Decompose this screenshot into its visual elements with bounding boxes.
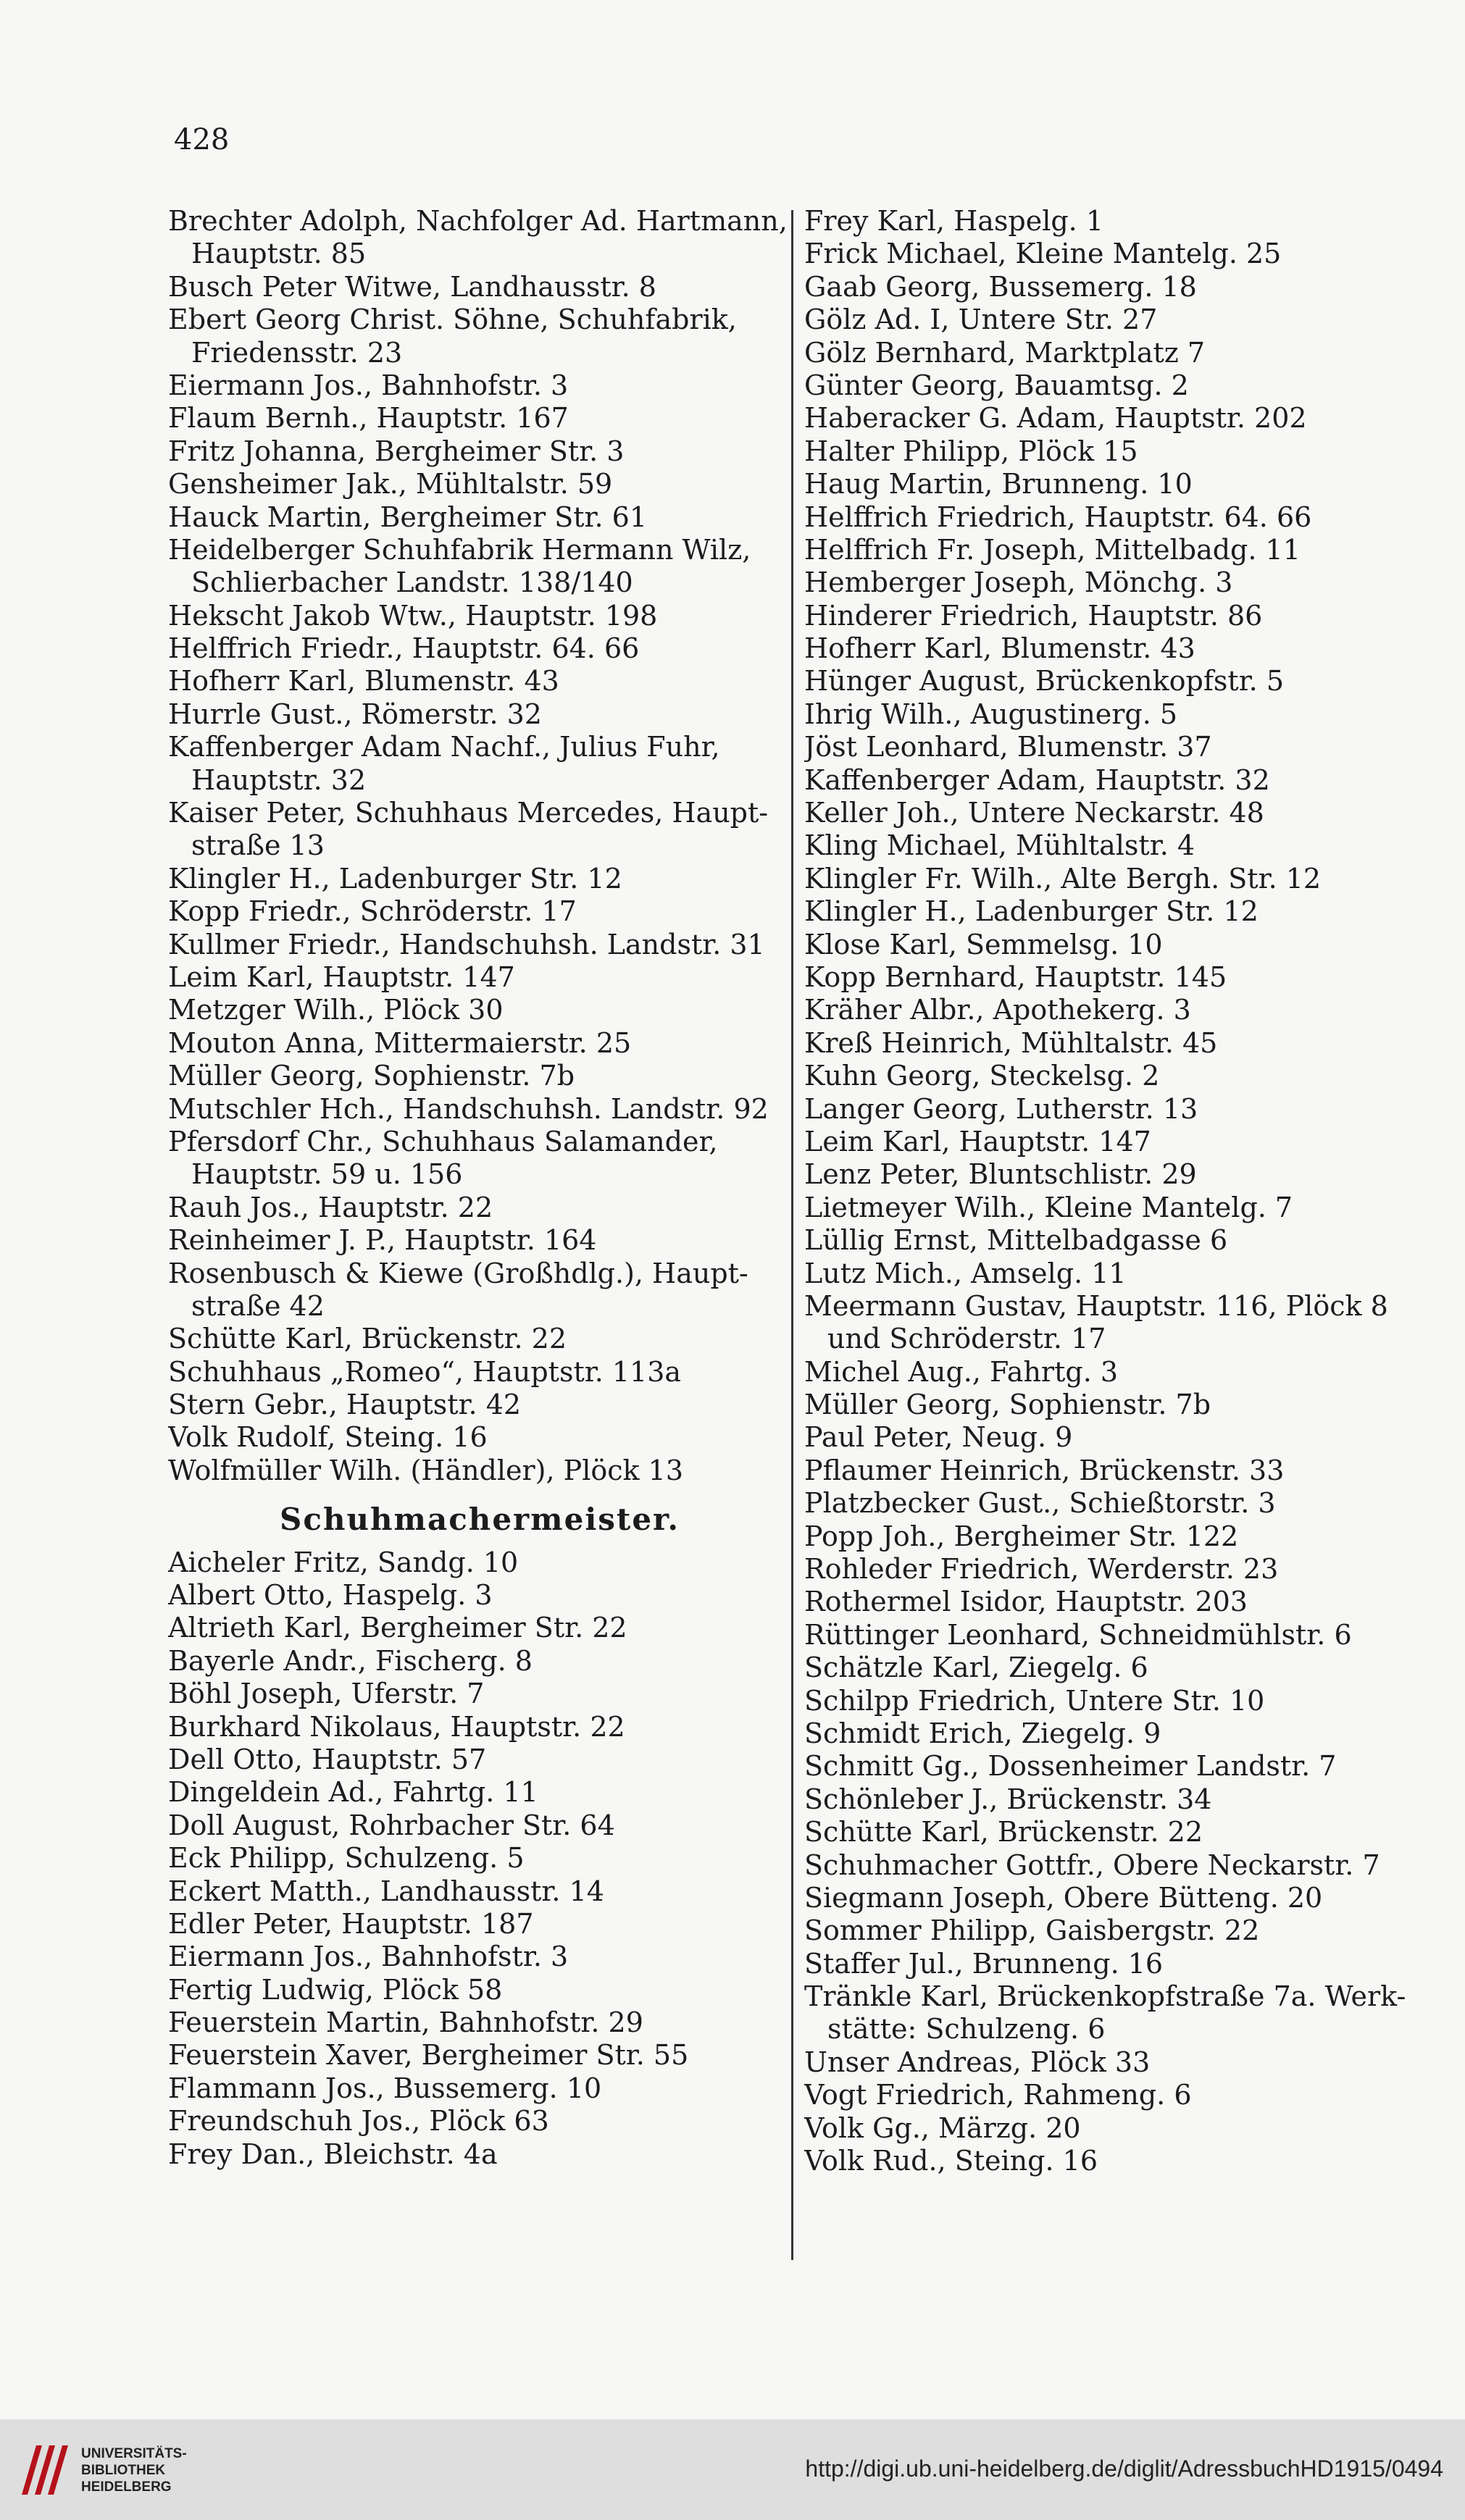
directory-entry: Edler Peter, Hauptstr. 187 — [168, 1907, 534, 1940]
directory-entry: Helffrich Friedrich, Hauptstr. 64. 66 — [804, 501, 1312, 533]
directory-entry: Dell Otto, Hauptstr. 57 — [168, 1743, 487, 1775]
directory-entry: Vogt Friedrich, Rahmeng. 6 — [804, 2079, 1192, 2111]
directory-entry: Hekscht Jakob Wtw., Hauptstr. 198 — [168, 599, 658, 632]
directory-entry-continuation: Hauptstr. 32 — [191, 763, 367, 796]
footer-bar — [0, 2419, 1465, 2520]
library-name-line-1: UNIVERSITÄTS- — [81, 2446, 187, 2461]
directory-entry: Platzbecker Gust., Schießtorstr. 3 — [804, 1487, 1276, 1520]
directory-entry: Lüllig Ernst, Mittelbadgasse 6 — [804, 1224, 1228, 1257]
directory-entry: Hemberger Joseph, Mönchg. 3 — [804, 566, 1233, 599]
page-number: 428 — [174, 123, 230, 156]
directory-entry: Pfersdorf Chr., Schuhhaus Salamander, — [168, 1125, 718, 1158]
directory-entry: Michel Aug., Fahrtg. 3 — [804, 1355, 1119, 1388]
directory-entry: Feuerstein Xaver, Bergheimer Str. 55 — [168, 2039, 689, 2072]
directory-entry: Helffrich Friedr., Hauptstr. 64. 66 — [168, 632, 640, 665]
directory-entry: Freundschuh Jos., Plöck 63 — [168, 2105, 549, 2138]
directory-entry: Gaab Georg, Bussemerg. 18 — [804, 270, 1197, 303]
directory-entry: Günter Georg, Bauamtsg. 2 — [804, 369, 1189, 401]
directory-entry: Mutschler Hch., Handschuhsh. Landstr. 92 — [168, 1092, 769, 1125]
directory-entry: Doll August, Rohrbacher Str. 64 — [168, 1809, 615, 1841]
directory-entry: Unser Andreas, Plöck 33 — [804, 2046, 1151, 2078]
library-name — [81, 2445, 187, 2495]
directory-entry: Rohleder Friedrich, Werderstr. 23 — [804, 1553, 1279, 1586]
section-heading: Schuhmachermeister. — [280, 1503, 680, 1536]
directory-entry: Halter Philipp, Plöck 15 — [804, 435, 1138, 467]
directory-entry: Bayerle Andr., Fischerg. 8 — [168, 1644, 533, 1677]
directory-entry: Siegmann Joseph, Obere Bütteng. 20 — [804, 1881, 1323, 1914]
directory-entry: Hinderer Friedrich, Hauptstr. 86 — [804, 599, 1263, 632]
directory-entry: Schönleber J., Brückenstr. 34 — [804, 1783, 1212, 1815]
directory-entry: Helffrich Fr. Joseph, Mittelbadg. 11 — [804, 533, 1301, 566]
directory-entry: Klingler H., Ladenburger Str. 12 — [168, 862, 622, 895]
directory-entry: Hofherr Karl, Blumenstr. 43 — [168, 665, 559, 698]
right-column — [804, 205, 1442, 2177]
directory-entry: Kaffenberger Adam Nachf., Julius Fuhr, — [168, 731, 720, 763]
directory-entry: Sommer Philipp, Gaisbergstr. 22 — [804, 1914, 1260, 1947]
directory-entry: Schätzle Karl, Ziegelg. 6 — [804, 1652, 1148, 1684]
directory-entry: Mouton Anna, Mittermaierstr. 25 — [168, 1026, 632, 1059]
library-logo-icon — [14, 2438, 72, 2503]
directory-entry: Langer Georg, Lutherstr. 13 — [804, 1092, 1198, 1125]
directory-entry: Paul Peter, Neug. 9 — [804, 1421, 1073, 1454]
directory-entry: Volk Rudolf, Steing. 16 — [168, 1421, 488, 1454]
directory-entry: Eckert Matth., Landhausstr. 14 — [168, 1875, 604, 1907]
directory-entry: Kopp Friedr., Schröderstr. 17 — [168, 895, 577, 928]
directory-entry: Aicheler Fritz, Sandg. 10 — [168, 1546, 519, 1578]
directory-entry: Wolfmüller Wilh. (Händler), Plöck 13 — [168, 1454, 683, 1486]
source-url-link[interactable]: http://digi.ub.uni-heidelberg.de/diglit/AdressbuchHD1915/0494 — [805, 2456, 1443, 2482]
directory-entry-continuation: Hauptstr. 85 — [191, 238, 367, 270]
directory-entry: Staffer Jul., Brunneng. 16 — [804, 1947, 1164, 1980]
directory-entry: Meermann Gustav, Hauptstr. 116, Plöck 8 — [804, 1289, 1388, 1322]
directory-entry: Rosenbusch & Kiewe (Großhdlg.), Haupt- — [168, 1257, 748, 1289]
directory-entry: Müller Georg, Sophienstr. 7b — [168, 1060, 575, 1092]
directory-entry: Lenz Peter, Bluntschlistr. 29 — [804, 1158, 1197, 1191]
directory-entry: Kräher Albr., Apothekerg. 3 — [804, 994, 1191, 1026]
directory-entry: Kopp Bernhard, Hauptstr. 145 — [804, 960, 1227, 993]
directory-entry: Haug Martin, Brunneng. 10 — [804, 468, 1193, 501]
left-column — [168, 205, 791, 2171]
directory-entry-continuation: straße 13 — [191, 829, 325, 862]
library-name-line-3: HEIDELBERG — [81, 2479, 172, 2495]
directory-entry: Kuhn Georg, Steckelsg. 2 — [804, 1060, 1160, 1092]
directory-entry: Hurrle Gust., Römerstr. 32 — [168, 698, 542, 730]
directory-entry: Flaum Bernh., Hauptstr. 167 — [168, 402, 569, 435]
directory-entry: Kaffenberger Adam, Hauptstr. 32 — [804, 763, 1270, 796]
directory-entry: Busch Peter Witwe, Landhausstr. 8 — [168, 270, 656, 303]
directory-entry: Burkhard Nikolaus, Hauptstr. 22 — [168, 1710, 625, 1743]
directory-entry: Gensheimer Jak., Mühltalstr. 59 — [168, 468, 613, 501]
directory-entry: Hauck Martin, Bergheimer Str. 61 — [168, 501, 648, 533]
directory-entry-continuation: Friedensstr. 23 — [191, 336, 403, 369]
directory-entry: Lietmeyer Wilh., Kleine Mantelg. 7 — [804, 1191, 1293, 1223]
directory-entry: Kling Michael, Mühltalstr. 4 — [804, 829, 1195, 862]
directory-entry: Metzger Wilh., Plöck 30 — [168, 994, 504, 1026]
directory-entry: Eiermann Jos., Bahnhofstr. 3 — [168, 369, 569, 401]
directory-entry: Frey Dan., Bleichstr. 4a — [168, 2138, 498, 2170]
directory-entry: Feuerstein Martin, Bahnhofstr. 29 — [168, 2006, 643, 2039]
directory-entry: Klose Karl, Semmelsg. 10 — [804, 928, 1163, 960]
directory-entry: Müller Georg, Sophienstr. 7b — [804, 1389, 1211, 1421]
directory-entry: Leim Karl, Hauptstr. 147 — [804, 1125, 1151, 1158]
directory-entry: Hünger August, Brückenkopfstr. 5 — [804, 665, 1285, 698]
directory-entry: Frick Michael, Kleine Mantelg. 25 — [804, 238, 1282, 270]
directory-entry: Kreß Heinrich, Mühltalstr. 45 — [804, 1026, 1218, 1059]
directory-entry: Schmidt Erich, Ziegelg. 9 — [804, 1717, 1161, 1749]
directory-entry: Dingeldein Ad., Fahrtg. 11 — [168, 1776, 538, 1809]
directory-entry: Leim Karl, Hauptstr. 147 — [168, 960, 515, 993]
directory-entry: Klingler H., Ladenburger Str. 12 — [804, 895, 1259, 928]
directory-entry: Reinheimer J. P., Hauptstr. 164 — [168, 1224, 597, 1257]
directory-entry: Rüttinger Leonhard, Schneidmühlstr. 6 — [804, 1618, 1352, 1651]
directory-entry: Altrieth Karl, Bergheimer Str. 22 — [168, 1612, 627, 1644]
directory-entry: Pflaumer Heinrich, Brückenstr. 33 — [804, 1454, 1285, 1486]
directory-entry: Jöst Leonhard, Blumenstr. 37 — [804, 731, 1212, 763]
library-name-line-2: BIBLIOTHEK — [81, 2463, 166, 2478]
directory-entry: Fertig Ludwig, Plöck 58 — [168, 1973, 503, 2006]
directory-entry: Klingler Fr. Wilh., Alte Bergh. Str. 12 — [804, 862, 1322, 895]
directory-entry: Volk Rud., Steing. 16 — [804, 2145, 1098, 2177]
directory-entry: Kaiser Peter, Schuhhaus Mercedes, Haupt- — [168, 797, 769, 829]
directory-entry: Gölz Ad. I, Untere Str. 27 — [804, 304, 1158, 336]
directory-entry: Brechter Adolph, Nachfolger Ad. Hartmann, — [168, 205, 788, 237]
directory-entry: Schmitt Gg., Dossenheimer Landstr. 7 — [804, 1750, 1337, 1783]
directory-entry: Schilpp Friedrich, Untere Str. 10 — [804, 1684, 1265, 1717]
directory-entry: Böhl Joseph, Uferstr. 7 — [168, 1678, 485, 1710]
directory-entry-continuation: stätte: Schulzeng. 6 — [827, 2013, 1106, 2046]
directory-entry: Ebert Georg Christ. Söhne, Schuhfabrik, — [168, 304, 737, 336]
directory-entry: Lutz Mich., Amselg. 11 — [804, 1257, 1127, 1289]
directory-entry: Heidelberger Schuhfabrik Hermann Wilz, — [168, 533, 751, 566]
directory-entry: Schütte Karl, Brückenstr. 22 — [168, 1323, 567, 1355]
directory-entry: Ihrig Wilh., Augustinerg. 5 — [804, 698, 1178, 730]
directory-entry: Popp Joh., Bergheimer Str. 122 — [804, 1520, 1239, 1552]
directory-entry: Kullmer Friedr., Handschuhsh. Landstr. 31 — [168, 928, 765, 960]
directory-entry: Tränkle Karl, Brückenkopfstraße 7a. Werk- — [804, 1980, 1406, 2013]
directory-entry: Rothermel Isidor, Hauptstr. 203 — [804, 1586, 1248, 1618]
directory-entry: Volk Gg., Märzg. 20 — [804, 2111, 1081, 2144]
directory-entry: Hofherr Karl, Blumenstr. 43 — [804, 632, 1195, 665]
directory-entry: Fritz Johanna, Bergheimer Str. 3 — [168, 435, 625, 467]
directory-entry-continuation: Schlierbacher Landstr. 138/140 — [191, 566, 633, 599]
directory-entry: Keller Joh., Untere Neckarstr. 48 — [804, 797, 1264, 829]
directory-entry: Rauh Jos., Hauptstr. 22 — [168, 1191, 493, 1223]
directory-entry: Schütte Karl, Brückenstr. 22 — [804, 1816, 1203, 1849]
column-divider — [791, 210, 793, 2260]
directory-entry: Haberacker G. Adam, Hauptstr. 202 — [804, 402, 1307, 435]
directory-entry-continuation: und Schröderstr. 17 — [827, 1323, 1106, 1355]
directory-entry: Gölz Bernhard, Marktplatz 7 — [804, 336, 1206, 369]
directory-entry: Eck Philipp, Schulzeng. 5 — [168, 1842, 525, 1875]
directory-entry-continuation: straße 42 — [191, 1289, 325, 1322]
directory-entry: Stern Gebr., Hauptstr. 42 — [168, 1389, 522, 1421]
directory-entry: Schuhmacher Gottfr., Obere Neckarstr. 7 — [804, 1849, 1380, 1881]
directory-entry: Frey Karl, Haspelg. 1 — [804, 205, 1104, 237]
directory-entry: Albert Otto, Haspelg. 3 — [168, 1579, 493, 1612]
directory-entry: Flammann Jos., Bussemerg. 10 — [168, 2072, 602, 2104]
directory-entry-continuation: Hauptstr. 59 u. 156 — [191, 1158, 463, 1191]
directory-entry: Schuhhaus „Romeo“, Hauptstr. 113a — [168, 1355, 682, 1388]
directory-entry: Eiermann Jos., Bahnhofstr. 3 — [168, 1941, 569, 1973]
